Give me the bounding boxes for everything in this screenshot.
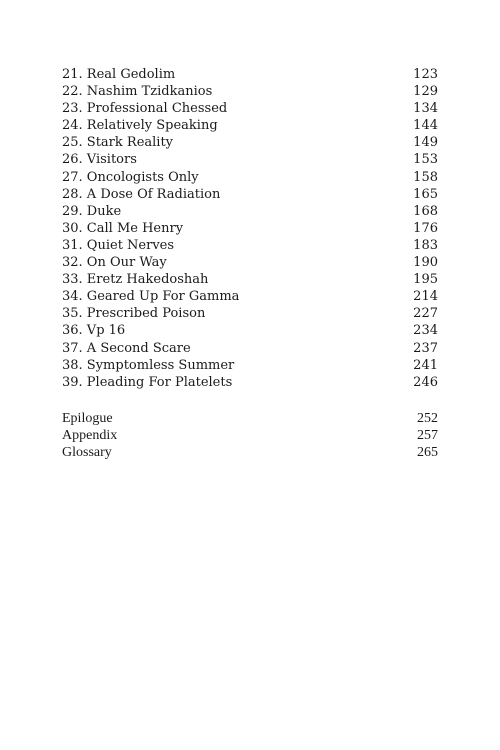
entry-page-number: 257	[417, 428, 438, 444]
entry-page-number: 214	[413, 289, 438, 305]
entry-title: 26. Visitors	[62, 152, 137, 168]
entry-title: 32. On Our Way	[62, 255, 167, 271]
entry-title: 37. A Second Scare	[62, 340, 191, 356]
toc-entry	[62, 340, 438, 357]
toc-entry	[62, 288, 438, 305]
entry-title: 29. Duke	[62, 203, 122, 219]
toc-entry	[62, 169, 438, 186]
toc-entry	[62, 83, 438, 100]
entry-page-number: 252	[417, 411, 438, 426]
entry-page-number: 237	[413, 340, 438, 356]
entry-page-number: 183	[413, 237, 438, 253]
entry-title: 27. Oncologists Only	[62, 169, 199, 185]
entry-title: 30. Call Me Henry	[62, 220, 184, 236]
entry-title: 39. Pleading For Platelets	[62, 374, 233, 390]
entry-title: 22. Nashim Tzidkanios	[62, 84, 213, 100]
entry-title: 31. Quiet Nerves	[62, 237, 175, 253]
backmatter-entry	[62, 410, 438, 427]
entry-page-number: 123	[413, 67, 438, 82]
entry-page-number: 176	[413, 220, 438, 236]
entry-title: 24. Relatively Speaking	[62, 118, 218, 134]
entry-page-number: 168	[413, 203, 438, 219]
toc-entry	[62, 357, 438, 374]
entry-title: Epilogue	[62, 411, 113, 426]
entry-title: 38. Symptomless Summer	[62, 357, 235, 373]
toc-entry	[62, 254, 438, 271]
entry-page-number: 165	[413, 186, 438, 202]
entry-title: 35. Prescribed Poison	[62, 306, 206, 322]
entry-page-number: 227	[413, 306, 438, 322]
entry-page-number: 134	[413, 101, 438, 117]
toc-entry	[62, 203, 438, 220]
entry-title: 36. Vp 16	[62, 323, 126, 339]
entry-title: 21. Real Gedolim	[62, 67, 176, 82]
entry-page-number: 246	[413, 374, 438, 390]
toc-entry	[62, 151, 438, 168]
toc-entry	[62, 100, 438, 117]
toc-entry	[62, 305, 438, 322]
entry-page-number: 241	[413, 357, 438, 373]
toc-entry	[62, 374, 438, 391]
entry-page-number: 158	[413, 169, 438, 185]
toc-entry	[62, 220, 438, 237]
entry-page-number: 265	[417, 445, 438, 461]
toc-entry	[62, 322, 438, 339]
toc-entry	[62, 237, 438, 254]
toc-entry	[62, 117, 438, 134]
backmatter-entry	[62, 444, 438, 461]
entry-title: 23. Professional Chessed	[62, 101, 228, 117]
entry-page-number: 234	[413, 323, 438, 339]
entry-title: Appendix	[62, 428, 118, 444]
entry-title: Glossary	[62, 445, 112, 461]
entry-title: 33. Eretz Hakedoshah	[62, 272, 209, 288]
chapter-list	[62, 66, 438, 391]
entry-page-number: 195	[413, 272, 438, 288]
entry-page-number: 144	[413, 118, 438, 134]
entry-page-number: 190	[413, 255, 438, 271]
entry-page-number: 149	[413, 135, 438, 151]
entry-page-number: 129	[413, 84, 438, 100]
entry-title: 34. Geared Up For Gamma	[62, 289, 240, 305]
entry-title: 28. A Dose Of Radiation	[62, 186, 221, 202]
backmatter-list	[62, 410, 438, 461]
toc-entry	[62, 66, 438, 83]
entry-page-number: 153	[413, 152, 438, 168]
toc-entry	[62, 186, 438, 203]
toc-entry	[62, 134, 438, 151]
entry-title: 25. Stark Reality	[62, 135, 174, 151]
backmatter-entry	[62, 427, 438, 444]
toc-entry	[62, 271, 438, 288]
